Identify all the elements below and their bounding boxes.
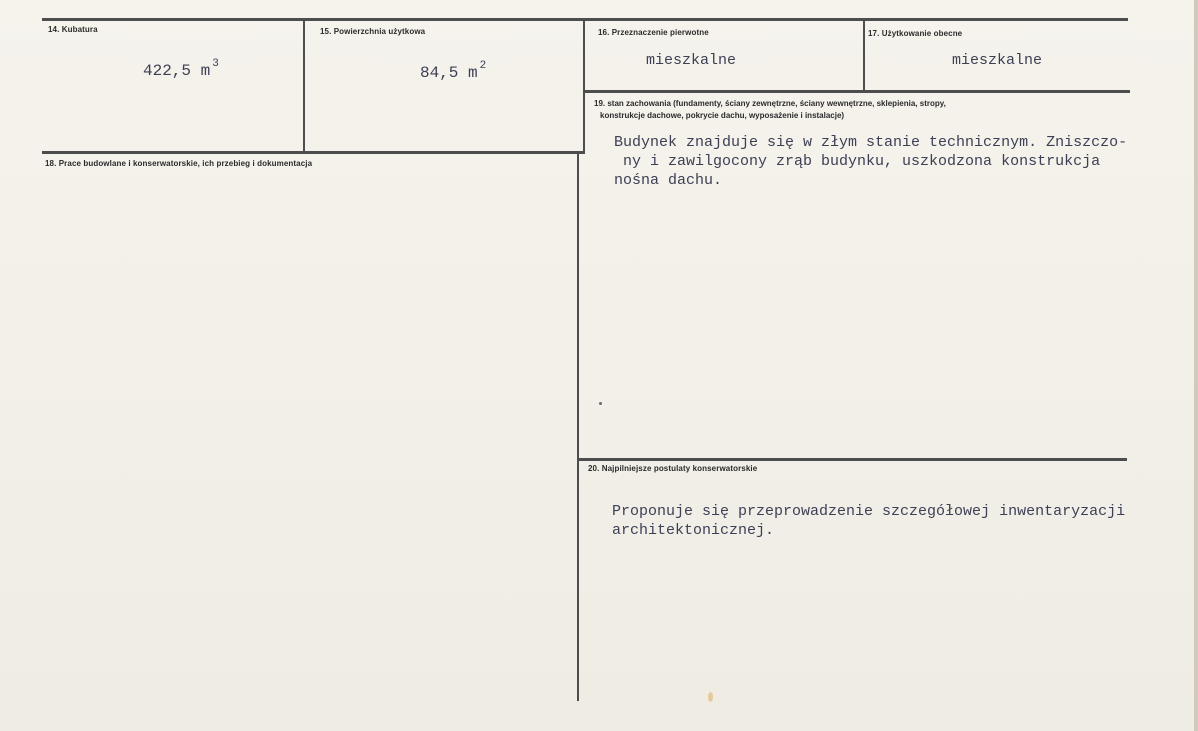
field-19-label-line2: konstrukcje dachowe, pokrycie dachu, wyposażenie i instalacje) — [600, 111, 845, 120]
field-14-exponent: 3 — [212, 58, 219, 70]
divider-14-15 — [303, 18, 305, 154]
field-20-label: 20. Najpilniejsze postulaty konserwatorskie — [588, 464, 758, 473]
field-17-label: 17. Użytkowanie obecne — [868, 29, 963, 38]
paper-stain — [708, 692, 713, 702]
field-15-number: 84,5 m — [420, 64, 478, 82]
field-14-number: 422,5 m — [143, 62, 211, 80]
row1-bottom-left — [42, 151, 585, 154]
field-15-value — [420, 60, 486, 82]
divider-15-16 — [583, 18, 585, 154]
field-17-value: mieszkalne — [952, 52, 1043, 69]
main-vertical-divider — [577, 151, 579, 701]
field-19-text: Budynek znajduje się w złym stanie technicznym. Zniszczo- ny i zawilgocony zrąb budynku, uszkodzona konstrukcja nośna dachu. — [614, 134, 1128, 189]
field-15-label: 15. Powierzchnia użytkowa — [320, 27, 426, 36]
field-19-bottom — [577, 458, 1127, 461]
top-border — [42, 18, 1128, 21]
field-20-text: Proponuje się przeprowadzenie szczegółowej inwentaryzacji architektonicznej. — [612, 503, 1126, 539]
field-18-label: 18. Prace budowlane i konserwatorskie, ich przebieg i dokumentacja — [45, 159, 313, 168]
row1-bottom-right — [583, 90, 1130, 93]
ink-speck — [599, 402, 602, 405]
field-14-label: 14. Kubatura — [48, 25, 98, 34]
card-edge — [1194, 0, 1198, 731]
field-19-label — [594, 98, 946, 122]
field-16-value: mieszkalne — [646, 52, 737, 69]
field-19-label-line1: 19. stan zachowania (fundamenty, ściany zewnętrzne, ściany wewnętrzne, sklepienia, stropy, — [594, 99, 946, 108]
field-15-exponent: 2 — [479, 60, 487, 72]
field-16-label: 16. Przeznaczenie pierwotne — [598, 28, 709, 37]
divider-16-17 — [863, 18, 865, 90]
field-14-value — [143, 58, 219, 80]
